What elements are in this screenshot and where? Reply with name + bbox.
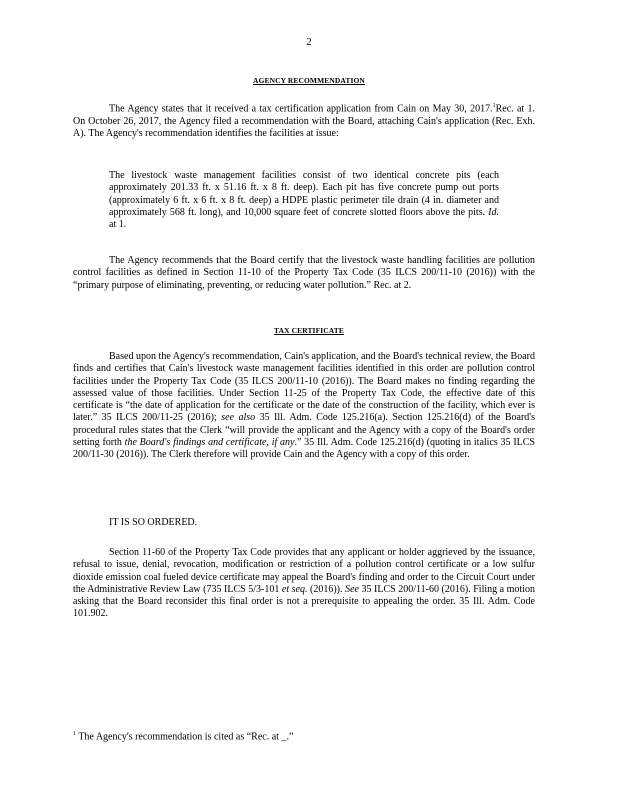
appeal-text-a: Section 11-60 of the Property Tax Code provides that any applicant or holder aggrieved by the issuance, refusal to issue, denial, revocation, modification or restriction of a pollution control certificate or a low sulfur dioxide emission coal fueled device certificate may appeal the Board's finding and order to the Circuit Court under the Administrative Review Law (735 ILCS 5/3-101 bbox=[73, 547, 535, 595]
agency-paragraph bbox=[73, 100, 535, 140]
page-number: 2 bbox=[306, 36, 312, 48]
appeal-text-c: 35 ILCS 200/11-60 (2016). Filing a motion asking that the Board reconsider this final order is not a prerequisite to appealing the order. 35 Ill. Adm. Code 101.902. bbox=[73, 583, 535, 620]
tax-heading-text: TAX CERTIFICATE bbox=[274, 326, 344, 335]
tax-certificate-heading bbox=[0, 326, 618, 335]
tax-paragraph-text-c: .” 35 Ill. Adm. Code 125.216(d) (quoting in italics 35 ILCS 200/11-30 (2016)). The Clerk therefore will provide Cain and the Agency with a copy of this order. bbox=[73, 437, 535, 461]
agency-heading-text: AGENCY RECOMMENDATION bbox=[253, 76, 365, 85]
agency-paragraph-text: The Agency states that it received a tax certification application from Cain on May 30, 2017. bbox=[109, 103, 493, 115]
see-also-signal: see also bbox=[221, 412, 256, 424]
tax-certificate-paragraph bbox=[73, 351, 535, 462]
so-ordered: IT IS SO ORDERED. bbox=[109, 517, 198, 528]
quote-cite-rest: at 1. bbox=[109, 219, 127, 231]
block-quote bbox=[109, 170, 499, 231]
footnote-number: 1 bbox=[73, 731, 76, 737]
tax-paragraph-text-b: 35 Ill. Adm. Code 125.216(a). Section 125.216(d) of the Board's procedural rules states that the Clerk “will provide the applicant and the Agency with a copy of the Board's order setting forth bbox=[73, 412, 535, 449]
see-signal: See bbox=[345, 583, 359, 595]
et-seq-signal: et seq. bbox=[281, 583, 308, 595]
appeal-paragraph bbox=[73, 547, 535, 621]
block-quote-text: The livestock waste management facilities consist of two identical concrete pits (each approximately 201.33 ft. x 51.16 ft. x 8 ft. deep). Each pit has five concrete pump out ports (approximately 6 ft. x 6 ft. x 8 ft. deep) a HDPE plastic perimeter tile drain (4 in. diameter and approximately 568 ft. long), and 10,000 square feet of concrete slotted floors above the pits. bbox=[109, 170, 499, 218]
agency-recommendation-heading bbox=[0, 76, 618, 85]
quote-cite-id: Id. bbox=[488, 206, 499, 218]
footnote-text: The Agency's recommendation is cited as “Rec. at _.” bbox=[76, 731, 294, 743]
tax-paragraph-text-a: Based upon the Agency's recommendation, Cain's application, and the Board's technical review, the Board finds and certifies that Cain's livestock waste management facilities identified in this order are pollution control facilities under the Property Tax Code (35 ILCS 200/11-10 (2016)). The Board makes no finding regarding the assessed value of those facilities. Under Section 11-25 of the Property Tax Code, the effective date of this certificate is “the date of application for the certificate or the date of the construction of the facility, which ever is later.” 35 ILCS 200/11-25 (2016); bbox=[73, 351, 535, 424]
footnote bbox=[73, 731, 293, 742]
tax-italic-quote: the Board's findings and certificate, if any bbox=[124, 437, 295, 449]
agency-paragraph-text-b: Rec. at 1. On October 26, 2017, the Agency filed a recommendation with the Board, attaching Cain's application (Rec. Exh. A). The Agency's recommendation identifies the facilities at issue: bbox=[73, 103, 535, 139]
appeal-text-b: (2016)). bbox=[307, 583, 346, 595]
footnote-reference: 1 bbox=[492, 103, 496, 109]
agency-recommendation-paragraph: The Agency recommends that the Board certify that the livestock waste handling facilities are pollution control facilities as defined in Section 11-10 of the Property Tax Code (35 ILCS 200/11-10 (2016)) with the “primary purpose of eliminating, preventing, or reducing water pollution.” Rec. at 2. bbox=[73, 255, 535, 291]
